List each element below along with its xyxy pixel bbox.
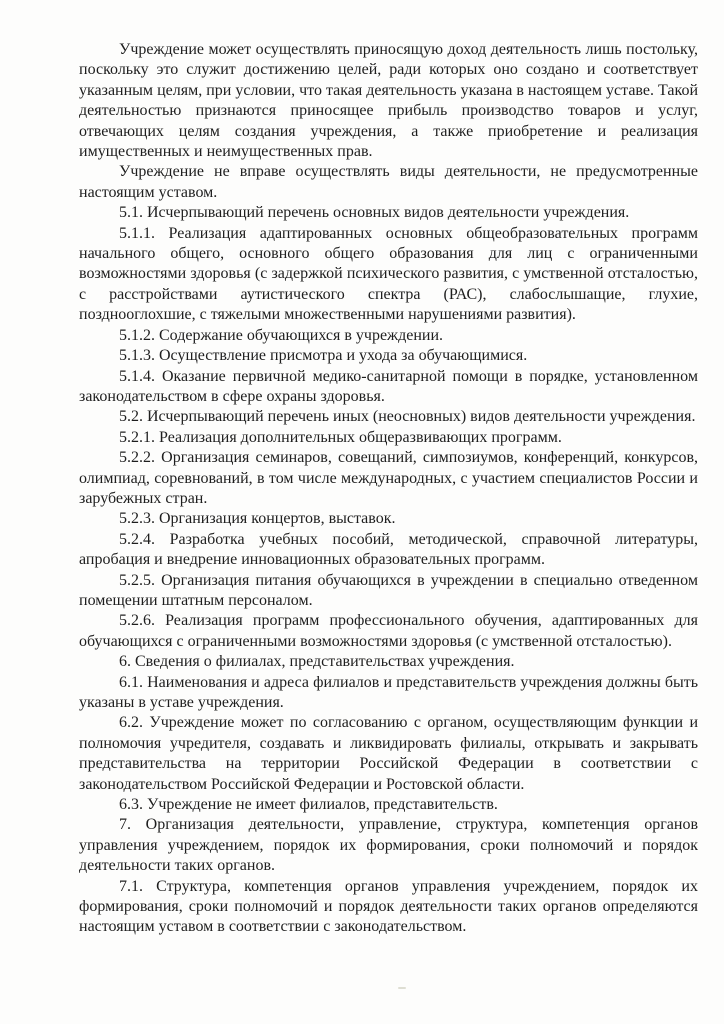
paragraph-5-1-2: 5.1.2. Содержание обучающихся в учреждении. [119,326,444,344]
paragraph-7-1: 7.1. Структура, компетенция органов управления учреждением, порядок их формирования, сроки полномочий и порядок деятельности таких органов определяются настоящим уставом в соответствии с законодательством. [79,877,698,936]
paragraph-income-activity: Учреждение может осуществлять приносящую доход деятельность лишь постольку, поскольку это служит достижению целей, ради которых оно создано и соответствует указанным целям, при условии, что такая деятельность указана в настоящем уставе. Такой деятельностью признаются приносящее прибыль производство товаров и услуг, отвечающих целям создания учреждения, а также приобретение и реализация имущественных и неимущественных прав. [79,41,698,161]
paragraph-6-1: 6.1. Наименования и адреса филиалов и представительств учреждения должны быть указаны в уставе учреждения. [79,673,698,711]
paragraph-5-1-3: 5.1.3. Осуществление присмотра и ухода за обучающимися. [119,347,528,365]
paragraph-6-2: 6.2. Учреждение может по согласованию с органом, осуществляющим функции и полномочия учредителя, создавать и ликвидировать филиалы, открывать и закрывать представительства на территории Российской Федерации в соответствии с законодательством Российской Федерации и Ростовской области. [79,714,698,793]
paragraph-restriction: Учреждение не вправе осуществлять виды деятельности, не предусмотренные настоящим уставом. [79,163,698,201]
paragraph-7: 7. Организация деятельности, управление, структура, компетенция органов управления учреждением, порядок их формирования, сроки полномочий и порядок деятельности таких органов. [79,816,698,875]
scan-speck [398,987,406,989]
paragraph-5-1: 5.1. Исчерпывающий перечень основных видов деятельности учреждения. [119,204,630,222]
paragraph-5-2-6: 5.2.6. Реализация программ профессионального обучения, адаптированных для обучающихся с ограниченными возможностями здоровья (с умственной отсталостью). [79,612,698,650]
paragraph-5-2-3: 5.2.3. Организация концертов, выставок. [119,510,396,528]
document-body [79,40,698,938]
paragraph-5-2-5: 5.2.5. Организация питания обучающихся в учреждении в специально отведенном помещении штатным персоналом. [79,571,698,609]
paragraph-5-2-4: 5.2.4. Разработка учебных пособий, методической, справочной литературы, апробация и внедрение инновационных образовательных программ. [79,530,698,569]
paragraph-5-1-1: 5.1.1. Реализация адаптированных основных общеобразовательных программ начального общего, основного общего образования для лиц с ограниченными возможностями здоровья (с задержкой психического развития, с умственной отсталостью, с расстройствами аутистического спектра (РАС), слабослышащие, глухие, позднооглохшие, с тяжелыми множественными нарушениями развития). [79,224,698,324]
paragraph-5-2-1: 5.2.1. Реализация дополнительных общеразвивающих программ. [119,428,562,446]
paragraph-5-2: 5.2. Исчерпывающий перечень иных (неосновных) видов деятельности учреждения. [119,408,696,426]
paragraph-5-2-2: 5.2.2. Организация семинаров, совещаний, симпозиумов, конференций, конкурсов, олимпиад, соревнований, в том числе международных, с участием специалистов России и зарубежных стран. [79,449,698,507]
paragraph-6-3: 6.3. Учреждение не имеет филиалов, представительств. [119,796,498,814]
paragraph-6: 6. Сведения о филиалах, представительствах учреждения. [119,653,515,671]
paragraph-5-1-4: 5.1.4. Оказание первичной медико-санитарной помощи в порядке, установленном законодательством в сфере охраны здоровья. [79,367,698,405]
